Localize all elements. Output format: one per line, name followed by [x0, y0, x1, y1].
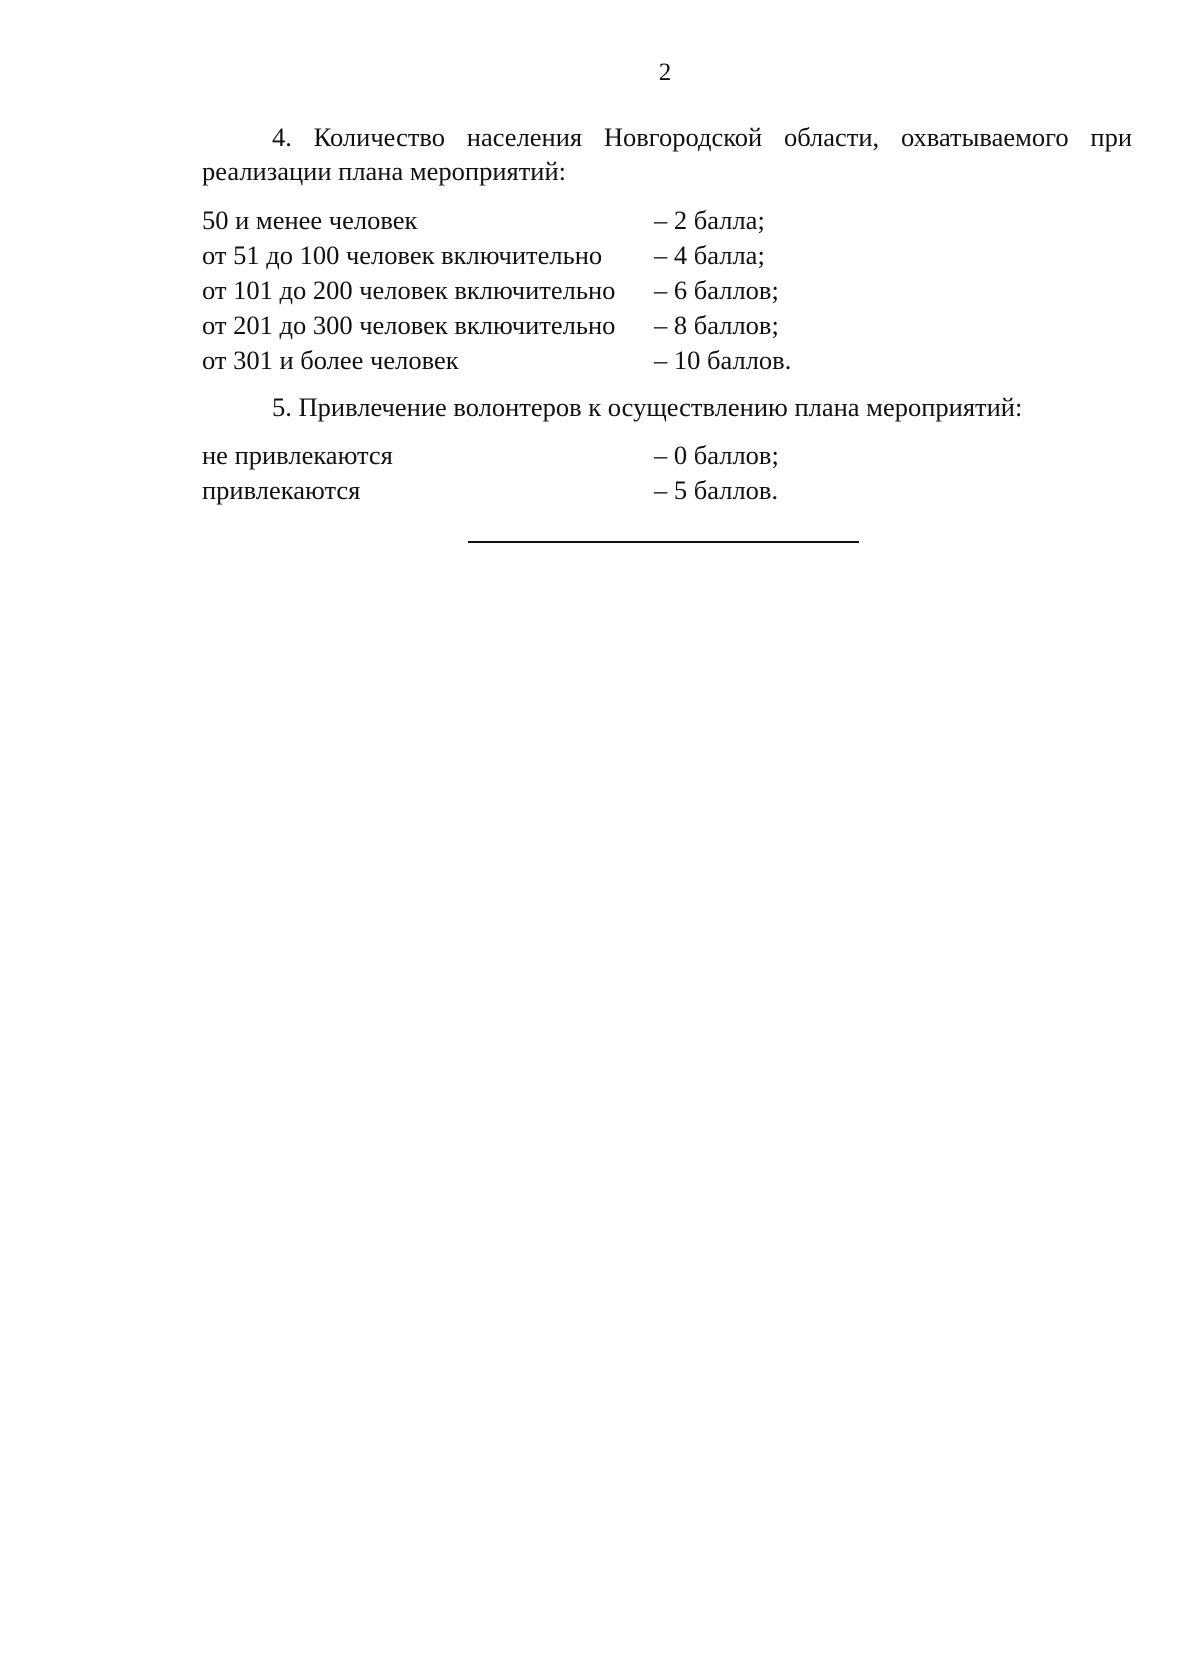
section-5-heading-line: 5. Привлечение волонтеров к осуществлению плана мероприятий:	[272, 392, 1023, 422]
section-4-heading-line-2: реализации плана мероприятий:	[202, 156, 567, 186]
score-row	[202, 438, 902, 473]
score-label: не привлекаются	[202, 440, 393, 470]
score-value: – 5 баллов.	[654, 475, 779, 505]
section-4-score-table	[202, 203, 902, 378]
score-row	[202, 238, 902, 273]
score-label: от 301 и более человек	[202, 345, 459, 375]
score-value: – 8 баллов;	[654, 310, 779, 340]
end-of-document-rule	[468, 541, 859, 543]
score-row	[202, 473, 902, 508]
score-label: от 101 до 200 человек включительно	[202, 275, 616, 305]
score-value: – 6 баллов;	[654, 275, 779, 305]
section-5-score-table	[202, 438, 902, 508]
page-number: 2	[658, 59, 672, 86]
score-label: от 201 до 300 человек включительно	[202, 310, 616, 340]
score-label: 50 и менее человек	[202, 205, 418, 235]
score-row	[202, 203, 902, 238]
score-row	[202, 308, 902, 343]
score-value: – 0 баллов;	[654, 440, 779, 470]
score-label: привлекаются	[202, 475, 361, 505]
score-value: – 10 баллов.	[654, 345, 792, 375]
section-5-heading	[202, 390, 1132, 424]
score-label: от 51 до 100 человек включительно	[202, 240, 603, 270]
score-value: – 2 балла;	[654, 205, 765, 235]
score-value: – 4 балла;	[654, 240, 765, 270]
score-row	[202, 273, 902, 308]
score-row	[202, 343, 902, 378]
section-4-heading-line-1: 4. Количество населения Новгородской области, охватываемого при	[272, 122, 1132, 152]
section-4-heading	[202, 120, 1132, 188]
